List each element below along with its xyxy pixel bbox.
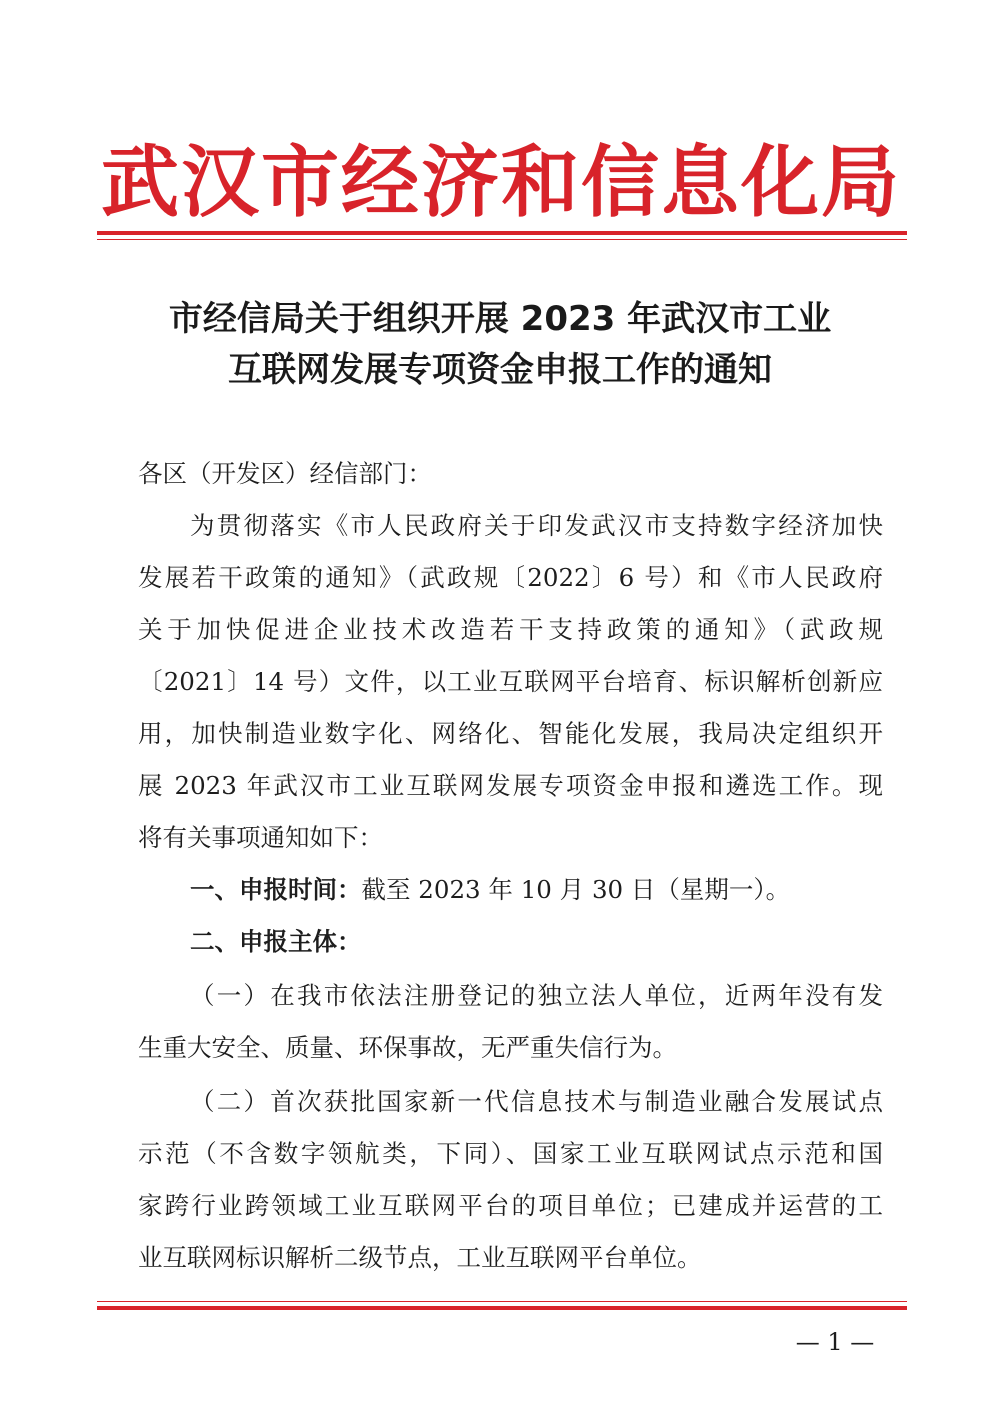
paragraph-line: 〔2021〕14 号）文件，以工业互联网平台培育、标识解析创新应 (138, 667, 883, 696)
item-2-line: 家跨行业跨领域工业互联网平台的项目单位；已建成并运营的工 (138, 1191, 883, 1220)
item-2-line: 示范（不含数字领航类，下同）、国家工业互联网试点示范和国 (138, 1139, 883, 1168)
masthead-char: 武 (100, 138, 179, 228)
item-2-line: （二）首次获批国家新一代信息技术与制造业融合发展试点 (190, 1087, 883, 1116)
item-2-line: 业互联网标识解析二级节点，工业互联网平台单位。 (138, 1243, 702, 1272)
salutation: 各区（开发区）经信部门： (138, 459, 432, 488)
paragraph-line: 为贯彻落实《市人民政府关于印发武汉市支持数字经济加快 (190, 511, 883, 540)
section-1-text: 截至 2023 年 10 月 30 日（星期一）。 (361, 875, 791, 904)
paragraph-line: 关于加快促进企业技术改造若干支持政策的通知》（武政规 (138, 615, 883, 644)
issuer-masthead (100, 138, 900, 228)
section-1-heading: 一、申报时间： (190, 875, 362, 904)
masthead-char: 信 (580, 138, 659, 228)
masthead-char: 化 (740, 138, 819, 228)
section-2-heading: 二、申报主体： (190, 927, 362, 956)
masthead-char: 局 (820, 138, 899, 228)
paragraph-line: 发展若干政策的通知》（武政规〔2022〕6 号）和《市人民政府 (138, 563, 883, 592)
masthead-char: 息 (660, 138, 739, 228)
page-number: — 1 — (795, 1328, 875, 1356)
paragraph-line: 展 2023 年武汉市工业互联网发展专项资金申报和遴选工作。现 (138, 771, 883, 800)
masthead-char: 汉 (180, 138, 259, 228)
masthead-char: 济 (420, 138, 499, 228)
document-title-line-1: 市经信局关于组织开展 2023 年武汉市工业 (168, 299, 832, 339)
item-1-line: （一）在我市依法注册登记的独立法人单位，近两年没有发 (190, 981, 883, 1010)
header-red-divider (97, 231, 907, 240)
section-1 (190, 864, 883, 916)
masthead-char: 市 (260, 138, 339, 228)
paragraph-line: 将有关事项通知如下： (138, 823, 383, 852)
footer-red-divider (97, 1301, 907, 1310)
masthead-char: 和 (500, 138, 579, 228)
masthead-char: 经 (340, 138, 419, 228)
item-1-line: 生重大安全、质量、环保事故，无严重失信行为。 (138, 1033, 677, 1062)
document-title-line-2: 互联网发展专项资金申报工作的通知 (228, 350, 772, 390)
paragraph-line: 用，加快制造业数字化、网络化、智能化发展，我局决定组织开 (138, 719, 883, 748)
